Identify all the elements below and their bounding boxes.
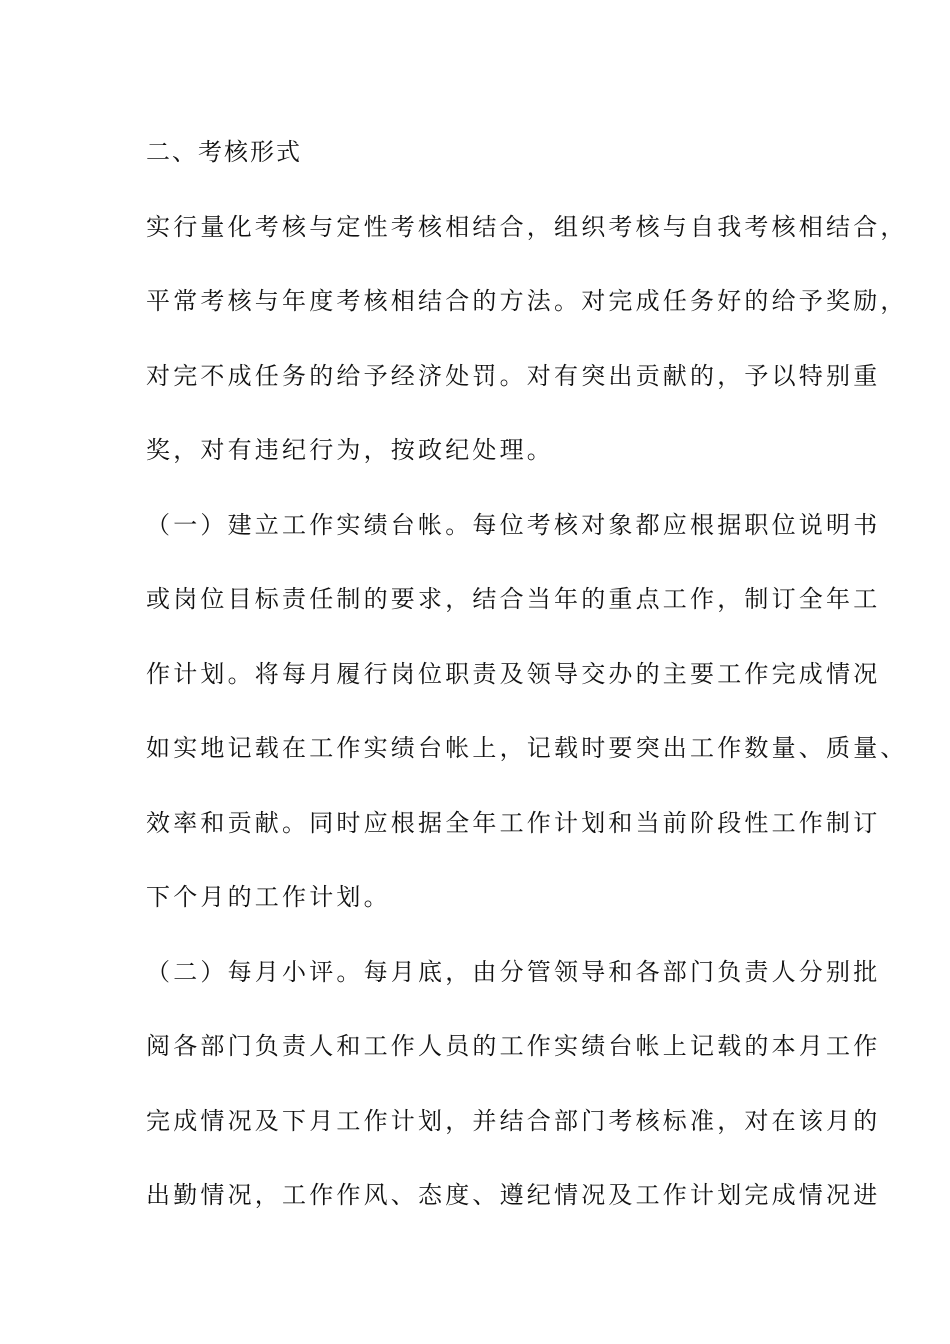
paragraph-line: （二）每月小评。每月底，由分管领导和各部门负责人分别批 bbox=[146, 958, 881, 986]
paragraph-line: （一）建立工作实绩台帐。每位考核对象都应根据职位说明书 bbox=[146, 511, 881, 539]
paragraph-line: 效率和贡献。同时应根据全年工作计划和当前阶段性工作制订 bbox=[146, 809, 881, 837]
paragraph-line: 出勤情况，工作作风、态度、遵纪情况及工作计划完成情况进 bbox=[146, 1181, 881, 1209]
paragraph-line: 阅各部门负责人和工作人员的工作实绩台帐上记载的本月工作 bbox=[146, 1032, 881, 1060]
section-heading: 二、考核形式 bbox=[146, 138, 302, 166]
paragraph-line: 平常考核与年度考核相结合的方法。对完成任务好的给予奖励， bbox=[146, 287, 908, 315]
paragraph-line: 如实地记载在工作实绩台帐上，记载时要突出工作数量、质量、 bbox=[146, 734, 908, 762]
paragraph-line: 奖，对有违纪行为，按政纪处理。 bbox=[146, 436, 554, 464]
paragraph-line: 或岗位目标责任制的要求，结合当年的重点工作，制订全年工 bbox=[146, 585, 881, 613]
paragraph-line: 作计划。将每月履行岗位职责及领导交办的主要工作完成情况 bbox=[146, 660, 881, 688]
paragraph-line: 实行量化考核与定性考核相结合，组织考核与自我考核相结合， bbox=[146, 213, 908, 241]
paragraph-line: 完成情况及下月工作计划，并结合部门考核标准，对在该月的 bbox=[146, 1107, 881, 1135]
paragraph-line: 下个月的工作计划。 bbox=[146, 883, 391, 911]
paragraph-line: 对完不成任务的给予经济处罚。对有突出贡献的，予以特别重 bbox=[146, 362, 881, 390]
